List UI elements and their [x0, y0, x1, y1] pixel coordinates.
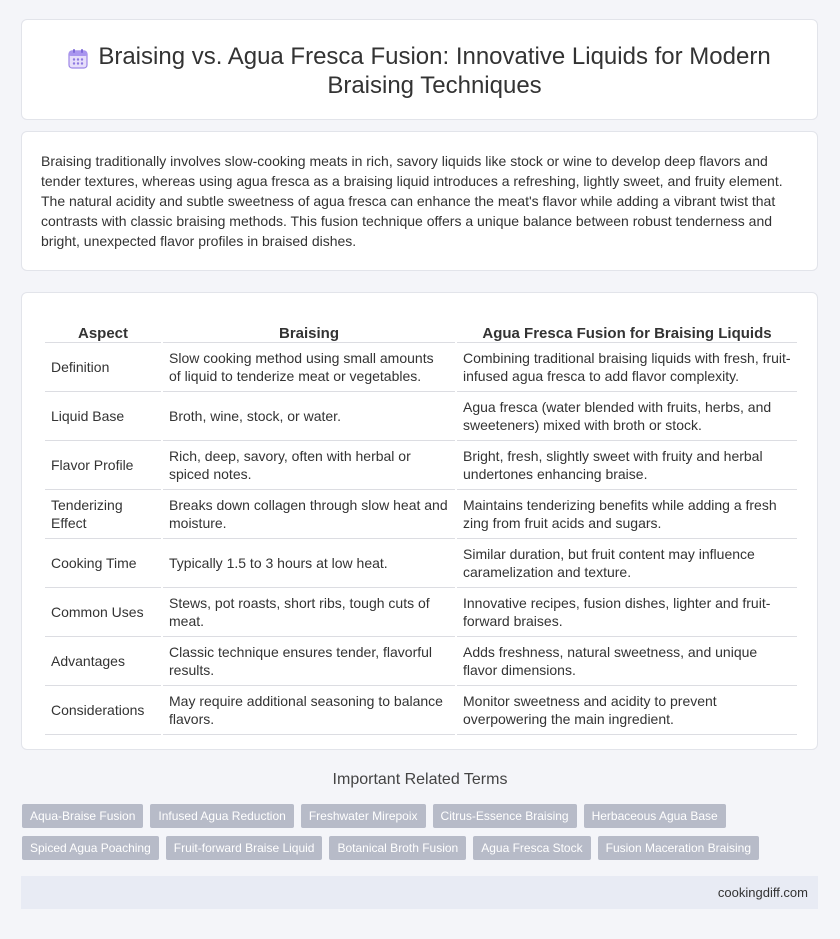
table-row [45, 588, 797, 637]
related-terms-tags [22, 804, 782, 868]
braising-cell: Broth, wine, stock, or water. [163, 392, 455, 441]
agua-fresca-cell: Adds freshness, natural sweetness, and unique flavor dimensions. [457, 637, 797, 686]
aspect-cell: Advantages [45, 637, 161, 686]
braising-cell: Breaks down collagen through slow heat and moisture. [163, 490, 455, 539]
table-row [45, 392, 797, 441]
aspect-cell: Common Uses [45, 588, 161, 637]
title-wrap [22, 42, 817, 100]
footer [21, 876, 818, 909]
braising-cell: Classic technique ensures tender, flavorful results. [163, 637, 455, 686]
header-braising: Braising [163, 313, 455, 343]
calendar-icon [66, 47, 90, 71]
tag-row [22, 804, 782, 828]
agua-fresca-cell: Monitor sweetness and acidity to prevent overpowering the main ingredient. [457, 686, 797, 735]
agua-fresca-cell: Bright, fresh, slightly sweet with fruity and herbal undertones enhancing braise. [457, 441, 797, 490]
page-title: Braising vs. Agua Fresca Fusion: Innovative Liquids for Modern Braising Techniques [98, 43, 771, 99]
aspect-cell: Tenderizing Effect [45, 490, 161, 539]
comparison-table [43, 313, 799, 735]
tag-link[interactable]: Citrus-Essence Braising [433, 804, 577, 828]
footer-site-link[interactable]: cookingdiff.com [717, 885, 808, 900]
aspect-cell: Cooking Time [45, 539, 161, 588]
aspect-cell: Definition [45, 343, 161, 392]
aspect-cell: Liquid Base [45, 392, 161, 441]
table-row [45, 539, 797, 588]
aspect-cell: Considerations [45, 686, 161, 735]
agua-fresca-cell: Agua fresca (water blended with fruits, herbs, and sweeteners) mixed with broth or stock. [457, 392, 797, 441]
table-row [45, 441, 797, 490]
braising-cell: Stews, pot roasts, short ribs, tough cuts of meat. [163, 588, 455, 637]
tag-link[interactable]: Fusion Maceration Braising [598, 836, 759, 860]
tag-link[interactable]: Freshwater Mirepoix [301, 804, 426, 828]
tag-link[interactable]: Aqua-Braise Fusion [22, 804, 143, 828]
agua-fresca-cell: Maintains tenderizing benefits while adding a fresh zing from fruit acids and sugars. [457, 490, 797, 539]
braising-cell: Slow cooking method using small amounts of liquid to tenderize meat or vegetables. [163, 343, 455, 392]
agua-fresca-cell: Similar duration, but fruit content may influence caramelization and texture. [457, 539, 797, 588]
braising-cell: May require additional seasoning to balance flavors. [163, 686, 455, 735]
agua-fresca-cell: Combining traditional braising liquids with fresh, fruit-infused agua fresca to add flavor complexity. [457, 343, 797, 392]
tag-row [22, 836, 782, 860]
table-row [45, 343, 797, 392]
table-row [45, 637, 797, 686]
table-header-row [45, 313, 797, 343]
aspect-cell: Flavor Profile [45, 441, 161, 490]
intro-paragraph: Braising traditionally involves slow-cooking meats in rich, savory liquids like stock or wine to develop deep flavors and tender textures, whereas using agua fresca as a braising liquid introduces a refreshing, lightly sweet, and fruity element. The natural acidity and subtle sweetness of agua fresca can enhance the meat's flavor while adding a vibrant twist that contrasts with classic braising methods. This fusion technique offers a unique balance between robust tenderness and bright, unexpected flavor profiles in braised dishes. [41, 153, 783, 249]
table-row [45, 686, 797, 735]
table-row [45, 490, 797, 539]
tag-link[interactable]: Infused Agua Reduction [150, 804, 293, 828]
braising-cell: Rich, deep, savory, often with herbal or spiced notes. [163, 441, 455, 490]
header-agua-fresca: Agua Fresca Fusion for Braising Liquids [457, 313, 797, 343]
braising-cell: Typically 1.5 to 3 hours at low heat. [163, 539, 455, 588]
header-card [21, 19, 818, 120]
comparison-card [21, 292, 818, 750]
tag-link[interactable]: Agua Fresca Stock [473, 836, 590, 860]
tag-link[interactable]: Spiced Agua Poaching [22, 836, 159, 860]
tag-link[interactable]: Fruit-forward Braise Liquid [166, 836, 323, 860]
related-terms-heading: Important Related Terms [332, 771, 508, 788]
tag-link[interactable]: Herbaceous Agua Base [584, 804, 726, 828]
intro-card [21, 131, 818, 271]
tag-link[interactable]: Botanical Broth Fusion [329, 836, 466, 860]
agua-fresca-cell: Innovative recipes, fusion dishes, lighter and fruit-forward braises. [457, 588, 797, 637]
header-aspect: Aspect [45, 313, 161, 343]
